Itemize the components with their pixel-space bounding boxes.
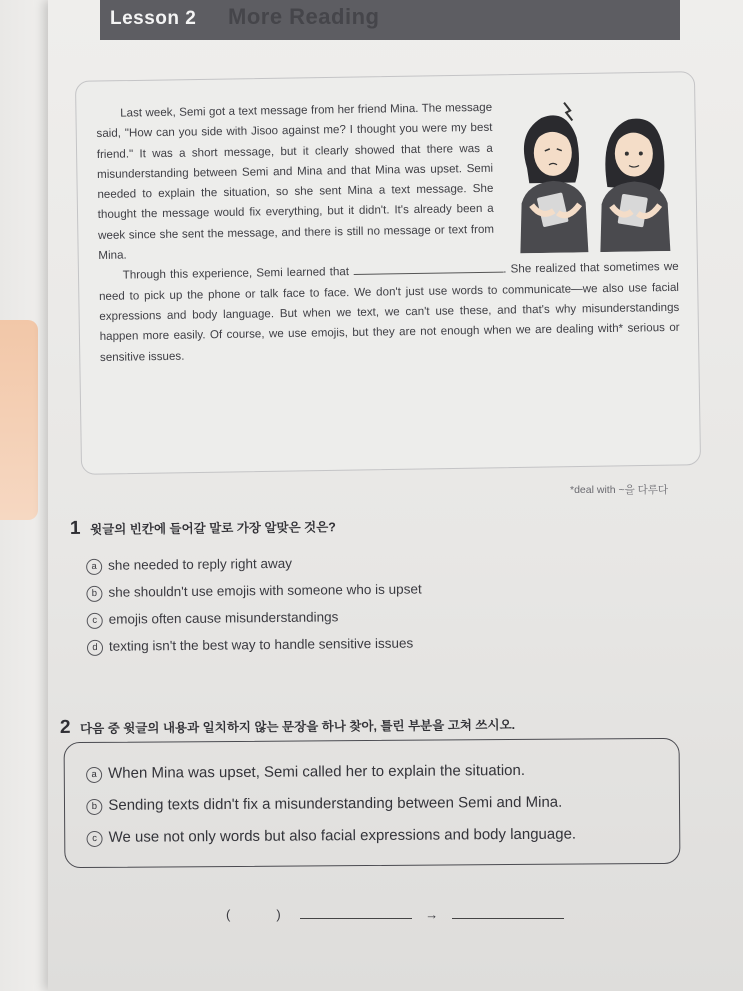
- wrong-part-blank[interactable]: [300, 906, 412, 919]
- option-mark: b: [86, 586, 102, 602]
- passage-paragraph-2: [99, 257, 681, 368]
- two-girls-illustration: [506, 91, 678, 254]
- lesson-label: Lesson 2: [110, 8, 197, 29]
- question-1-title: [70, 515, 336, 540]
- girl-left-figure: [518, 102, 588, 253]
- paragraph-2-lead: Through this experience, Semi learned that: [122, 265, 350, 282]
- option-mark: d: [87, 640, 103, 656]
- girl-right-figure: [598, 118, 670, 252]
- option-mark: c: [87, 613, 103, 629]
- answer-line: [226, 906, 564, 922]
- question-1-number: 1: [69, 517, 81, 539]
- statement-text: When Mina was upset, Semi called her to explain the situation.: [108, 761, 526, 782]
- paragraph-1-text: Last week, Semi got a text message from her friend Mina. The message said, "How can you side with Jisoo against me? I thought you were my best friend." It was a short message, but it clearly showed that there was a misunderstanding between Semi and Mina and that Mina was upset. Semi needed to explain the situation, so she sent Mina a text message. She thought the message would fix everything, but it didn't. It's already been a week since she sent the message, and there is still no message or text from Mina.: [96, 100, 495, 263]
- question-1-options: [86, 548, 422, 660]
- option-text: texting isn't the best way to handle sensitive issues: [108, 635, 414, 654]
- paragraph-2-rest: . She realized that sometimes we need to pick up the phone or talk face to face. We don't just use words to communicate—we also use facial expressions and body language. But when we text, we can't use these, and that's why misunderstandings happen more easily. Of course, we use emojis, but they are not enough when we are dealing with* serious or sensitive issues.: [98, 260, 680, 364]
- option-a[interactable]: [86, 548, 422, 579]
- passage: [96, 95, 680, 368]
- passage-blank[interactable]: [353, 260, 503, 275]
- option-b[interactable]: [86, 575, 422, 606]
- statement-b[interactable]: [86, 787, 576, 822]
- question-2-prompt: 다음 중 윗글의 내용과 일치하지 않는 문장을 하나 찾아, 틀린 부분을 고쳐 쓰시오.: [80, 718, 516, 736]
- statement-c[interactable]: [86, 819, 576, 854]
- answer-choice-slot[interactable]: ( ): [226, 907, 281, 922]
- option-c[interactable]: [87, 602, 423, 633]
- question-2-options: [86, 755, 576, 854]
- footnote: *deal with ~을 다루다: [570, 484, 669, 496]
- section-title: More Reading: [228, 4, 380, 29]
- option-mark: c: [87, 831, 103, 847]
- option-mark: b: [86, 799, 102, 815]
- option-mark: a: [86, 767, 102, 783]
- option-text: she shouldn't use emojis with someone who is upset: [108, 581, 422, 600]
- passage-paragraph-1: [96, 95, 678, 266]
- question-2-title: [60, 713, 515, 739]
- left-page-tab: [0, 320, 38, 520]
- statement-text: We use not only words but also facial expressions and body language.: [108, 825, 577, 846]
- question-2-number: 2: [59, 716, 71, 738]
- arrow-icon: →: [425, 907, 439, 922]
- option-text: she needed to reply right away: [108, 555, 293, 573]
- option-text: emojis often cause misunderstandings: [108, 609, 339, 627]
- option-mark: a: [86, 559, 102, 575]
- statement-a[interactable]: [86, 755, 576, 790]
- correction-blank[interactable]: [452, 906, 564, 919]
- statement-text: Sending texts didn't fix a misunderstanding between Semi and Mina.: [108, 793, 563, 814]
- question-1-prompt: 윗글의 빈칸에 들어갈 말로 가장 알맞은 것은?: [89, 520, 336, 537]
- option-d[interactable]: [87, 629, 423, 660]
